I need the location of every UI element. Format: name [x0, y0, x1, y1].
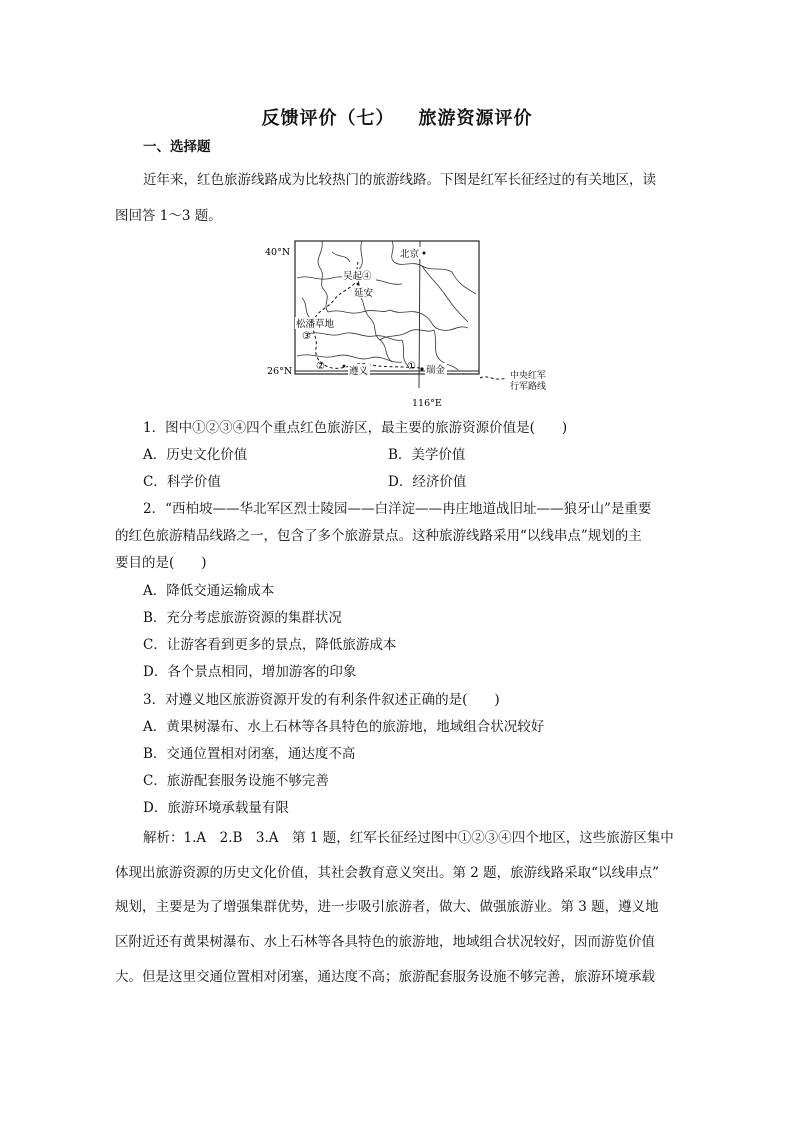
page-title — [0, 104, 794, 130]
analysis-line-4: 区附近还有黄果树瀑布、水上石林等各具特色的旅游地，地域组合状况较好，因而游览价值 — [115, 934, 655, 950]
q3-option-b: B．交通位置相对闭塞，通达度不高 — [143, 746, 356, 762]
place-ruijin: 瑞金 — [426, 365, 446, 376]
q1-option-b: B．美学价值 — [388, 447, 466, 463]
analysis-line-3: 规划，主要是为了增强集群优势，进一步吸引旅游者，做大、做强旅游业。第 3 题，遵义地 — [115, 899, 659, 915]
q1-option-c: C．科学价值 — [143, 474, 221, 490]
place-ruijin-number: ① — [407, 361, 416, 372]
q3-option-a: A．黄果树瀑布、水上石林等各具特色的旅游地，地域组合状况较好 — [143, 719, 545, 735]
q2-option-c: C．让游客看到更多的景点，降低旅游成本 — [143, 637, 397, 653]
q2-option-d: D．各个景点相同，增加游客的印象 — [143, 664, 357, 680]
q1-stem: 1．图中①②③④四个重点红色旅游区，最主要的旅游资源价值是( ) — [143, 420, 568, 436]
intro-line-2: 图回答 1～3 题。 — [115, 208, 222, 224]
q2-stem-line-1: 2．“西柏坡——华北军区烈士陵园——白洋淀——冉庄地道战旧址——狼牙山”是重要 — [143, 501, 652, 517]
q2-option-b: B．充分考虑旅游资源的集群状况 — [143, 610, 342, 626]
legend-line-1: 中央红军 — [510, 371, 547, 381]
place-zunyi: 遵义 — [349, 366, 369, 377]
q2-stem-line-2: 的红色旅游精品线路之一，包含了多个旅游景点。这种旅游线路采用“以线串点”规划的主 — [115, 528, 642, 544]
analysis-line-1: 解析：1.A 2.B 3.A 第 1 题，红军长征经过图中①②③④四个地区，这些旅游区集中 — [143, 830, 674, 846]
analysis-line-2: 体现出旅游资源的历史文化价值，其社会教育意义突出。第 2 题，旅游线路采取“以线串点” — [115, 865, 659, 881]
q3-option-d: D．旅游环境承载量有限 — [143, 800, 289, 816]
q3-option-c: C．旅游配套服务设施不够完善 — [143, 773, 329, 789]
title-sub: 旅游资源评价 — [418, 108, 533, 129]
place-wuqi: 吴起④ — [343, 271, 372, 282]
lat-40-label: 40°N — [265, 247, 291, 258]
place-yanan: 延安 — [354, 288, 374, 299]
q2-stem-line-3: 要目的是( ) — [115, 555, 207, 571]
lat-26-label: 26°N — [267, 366, 293, 377]
intro-line-1: 近年来，红色旅游线路成为比较热门的旅游线路。下图是红军长征经过的有关地区，读 — [143, 172, 656, 188]
title-main: 反馈评价（七） — [261, 108, 395, 129]
section-heading: 一、选择题 — [143, 139, 211, 155]
legend-line-2: 行军路线 — [510, 382, 547, 392]
analysis-line-5: 大。但是这里交通位置相对闭塞，通达度不高；旅游配套服务设施不够完善，旅游环境承载 — [115, 969, 655, 985]
place-beijing: 北京 — [400, 249, 420, 260]
q2-option-a: A．降低交通运输成本 — [143, 583, 275, 599]
lon-116-label: 116°E — [412, 398, 442, 409]
long-march-map — [262, 238, 552, 410]
q1-option-a: A．历史文化价值 — [143, 447, 248, 463]
q3-stem: 3．对遵义地区旅游资源开发的有利条件叙述正确的是( ) — [143, 692, 500, 708]
place-songpan: 松潘草地 — [296, 319, 335, 330]
q1-option-d: D．经济价值 — [388, 474, 467, 490]
place-songpan-number: ③ — [302, 331, 311, 342]
place-zunyi-number: ② — [316, 361, 325, 372]
